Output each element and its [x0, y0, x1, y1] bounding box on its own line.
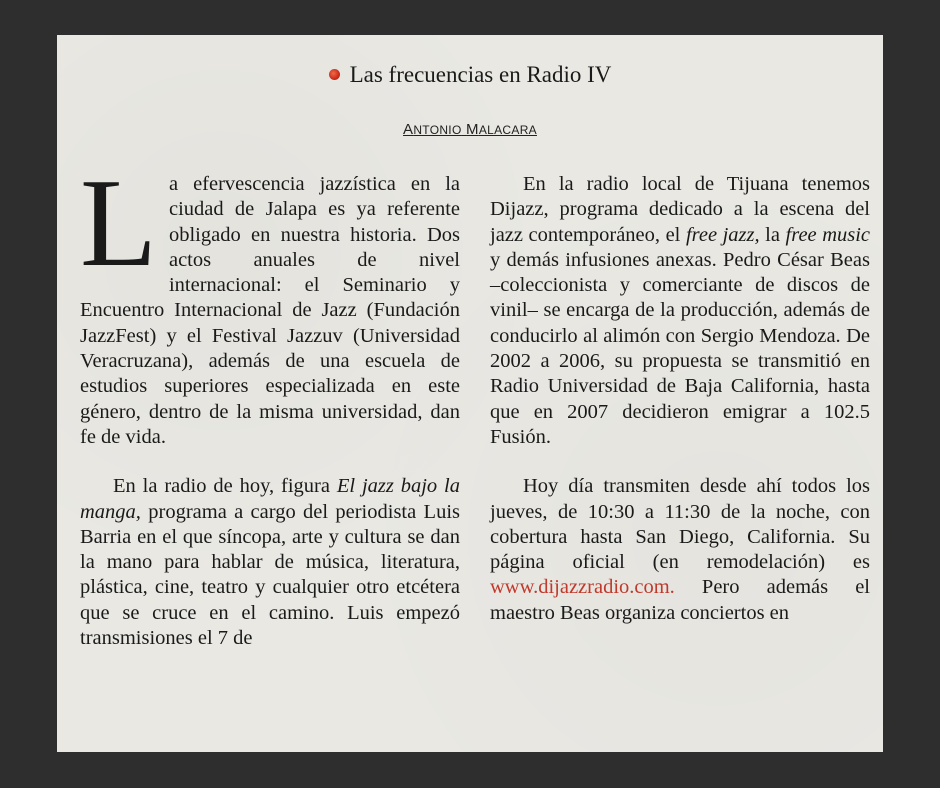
- right-paragraph-1-text-c: y demás infusiones anexas. Pedro César Beas –coleccionista y comerciante de discos de vinil– se encarga de la producción, además de conducirlo al alimón con Sergio Mendoza. De 2002 a 2006, su propuesta se transmitió en Radio Universidad de Baja California, hasta que en 2007 decidieron emigrar a 102.5 Fusión.: [490, 248, 870, 448]
- author-first-rest: NTONIO: [413, 123, 462, 137]
- right-column: [490, 172, 870, 650]
- article-page: [57, 35, 883, 752]
- right-paragraph-2: [490, 474, 870, 626]
- right-paragraph-1: [490, 172, 870, 450]
- left-paragraph-1: [80, 154, 460, 450]
- program-name-emphasis: El jazz bajo la manga,: [80, 475, 461, 523]
- right-paragraph-1-text-b: la: [759, 223, 786, 246]
- left-paragraph-2: [80, 474, 460, 651]
- right-paragraph-2-text-b: Pero además el maestro Beas organiza conciertos en: [490, 576, 870, 624]
- right-paragraph-1-text-a: En la radio local de Tijuana tenemos Dijazz, programa dedicado a la escena del jazz contemporáneo, el: [490, 173, 870, 246]
- author-last-initial: M: [466, 121, 479, 138]
- left-paragraph-2-text-a: En la radio de hoy, figura: [113, 475, 337, 498]
- author-last-rest: ALACARA: [478, 123, 537, 137]
- left-column: [80, 154, 461, 675]
- free-music-emphasis: free music: [785, 223, 871, 246]
- right-paragraph-2-text-a: Hoy día transmiten desde ahí todos los jueves, de 10:30 a 11:30 de la noche, con cobertura hasta San Diego, California. Su página oficial (en remodelación) es: [490, 475, 870, 574]
- article-title-row: [57, 60, 883, 90]
- left-paragraph-2-text-b: programa a cargo del periodista Luis Barria en el que síncopa, arte y cultura se dan la mano para hablar de música, literatura, plástica, cine, teatro y cualquier otro etcétera que se cruce en el camino. Luis empezó transmisiones el 7 de: [80, 500, 460, 650]
- free-jazz-emphasis: free jazz,: [685, 223, 760, 246]
- dijazzradio-link[interactable]: www.dijazzradio.com.: [490, 576, 675, 599]
- red-bullet-icon: [329, 69, 340, 80]
- drop-cap: L: [80, 154, 157, 293]
- author-first-initial: A: [403, 121, 414, 138]
- left-paragraph-1-text: a efervescencia jazzística en la ciudad de Jalapa es ya referente obligado en nuestra historia. Dos actos anuales de nivel internacional: el Seminario y Encuentro Internacional de Jazz (Fundación JazzFest) y el Festival Jazzuv (Universidad Veracruzana), además de una escuela de estudios superiores especializada en este género, dentro de la misma universidad, dan fe de vida.: [80, 173, 460, 448]
- article-title: Las frecuencias en Radio IV: [349, 62, 612, 87]
- author-byline[interactable]: [57, 121, 883, 138]
